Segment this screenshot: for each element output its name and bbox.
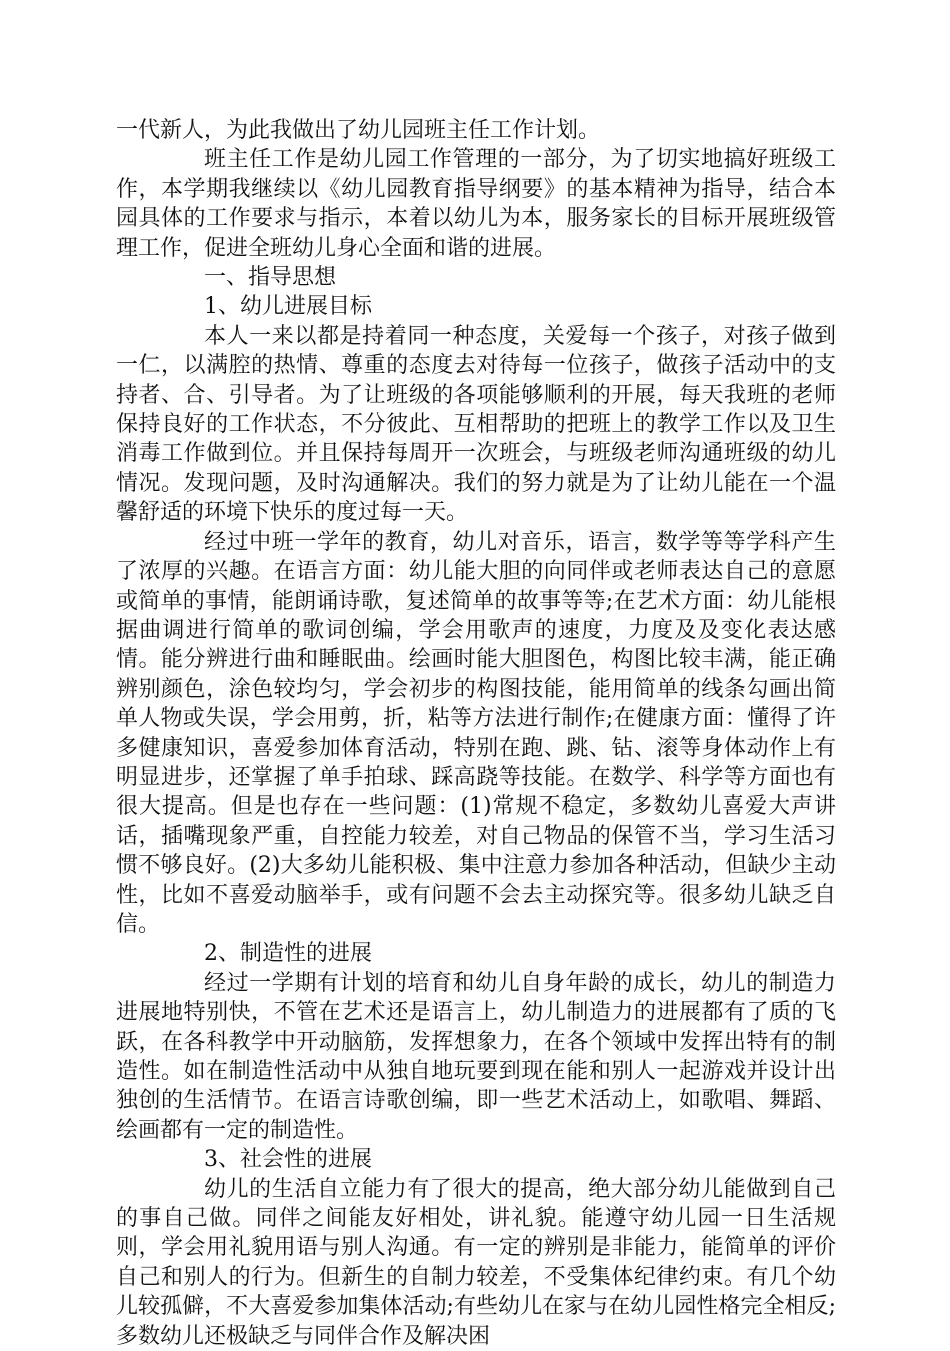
document-page bbox=[116, 116, 836, 1351]
subheading-development-goals: 1、幼儿进展目标 bbox=[204, 294, 372, 320]
paragraph-intro: 班主任工作是幼儿园工作管理的一部分，为了切实地搞好班级工作，本学期我继续以《幼儿园教育指导纲要》的基本精神为指导，结合本园具体的工作要求与指示，本着以幼儿为本，服务家长的目标开展班级管理工作，促进全班幼儿身心全面和谐的进展。 bbox=[116, 147, 836, 261]
paragraph-social-development: 幼儿的生活自立能力有了很大的提高，绝大部分幼儿能做到自己的事自己做。同伴之间能友好相处，讲礼貌。能遵守幼儿园一日生活规则，学会用礼貌用语与别人沟通。有一定的辨别是非能力，能简单的评价自己和别人的行为。但新生的自制力较差，不受集体纪律约束。有几个幼儿较孤僻，不大喜爱参加集体活动;有些幼儿在家与在幼儿园性格完全相反;多数幼儿还极缺乏与同伴合作及解决困 bbox=[116, 1176, 836, 1349]
subheading-social-development: 3、社会性的进展 bbox=[204, 1147, 372, 1173]
paragraph-creativity: 经过一学期有计划的培育和幼儿自身年龄的成长，幼儿的制造力进展地特别快，不管在艺术还是语言上，幼儿制造力的进展都有了质的飞跃，在各科教学中开动脑筋，发挥想象力，在各个领域中发挥出特有的制造性。如在制造性活动中从独自地玩要到现在能和别人一起游戏并设计出独创的生活情节。在语言诗歌创编，即一些艺术活动上，如歌唱、舞蹈、绘画都有一定的制造性。 bbox=[116, 970, 836, 1143]
paragraph-middle-class-review: 经过中班一学年的教育，幼儿对音乐，语言，数学等等学科产生了浓厚的兴趣。在语言方面：幼儿能大胆的向同伴或老师表达自己的意愿或简单的事情，能朗诵诗歌，复述简单的故事等等;在艺术方面：幼儿能根据曲调进行简单的歌词创编，学会用歌声的速度，力度及及变化表达感情。能分辨进行曲和睡眠曲。绘画时能大胆图色，构图比较丰满，能正确辨别颜色，涂色较均匀，学会初步的构图技能，能用简单的线条勾画出简单人物或失误，学会用剪，折，粘等方法进行制作;在健康方面：懂得了许多健康知识，喜爱参加体育活动，特别在跑、跳、钻、滚等身体动作上有明显进步，还掌握了单手拍球、踩高跷等技能。在数学、科学等方面也有很大提高。但是也存在一些问题：(1)常规不稳定，多数幼儿喜爱大声讲话，插嘴现象严重，自控能力较差，对自己物品的保管不当，学习生活习惯不够良好。(2)大多幼儿能积极、集中注意力参加各种活动，但缺少主动性，比如不喜爱动脑举手，或有问题不会去主动探究等。很多幼儿缺乏自信。 bbox=[116, 529, 836, 937]
subheading-creativity: 2、制造性的进展 bbox=[204, 941, 372, 967]
paragraph-attitude: 本人一来以都是持着同一种态度，关爱每一个孩子，对孩子做到一仁，以满腔的热情、尊重的态度去对待每一位孩子，做孩子活动中的支持者、合、引导者。为了让班级的各项能够顺利的开展，每天我班的老师保持良好的工作状态，不分彼此、互相帮助的把班上的教学工作以及卫生消毒工作做到位。并且保持每周开一次班会，与班级老师沟通班级的幼儿情况。发现问题，及时沟通解决。我们的努力就是为了让幼儿能在一个温馨舒适的环境下快乐的度过每一天。 bbox=[116, 323, 836, 526]
paragraph-continuation: 一代新人，为此我做出了幼儿园班主任工作计划。 bbox=[116, 118, 601, 143]
section-heading-guiding-ideology: 一、指导思想 bbox=[204, 265, 337, 291]
